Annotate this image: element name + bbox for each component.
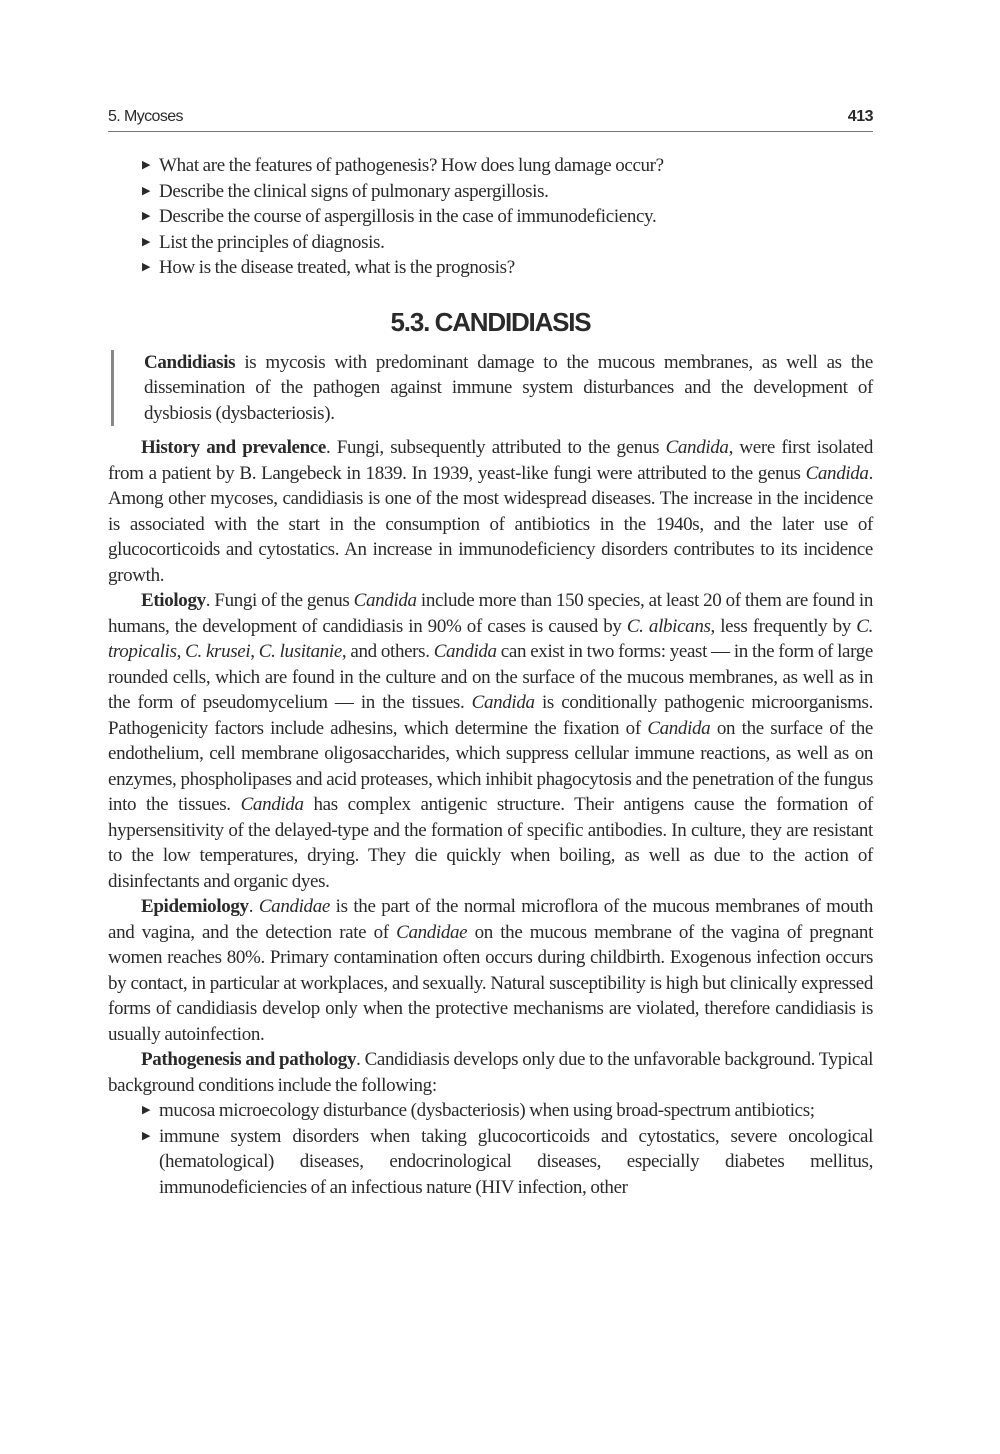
background-conditions-list (108, 1098, 873, 1200)
italic-term: C. lusitanie (258, 641, 342, 662)
run-in-heading: Epidemiology (141, 896, 249, 917)
list-item (108, 204, 873, 230)
run-in-heading: Pathogenesis and pathology (141, 1049, 357, 1070)
text-run: on the mucous membrane of the vagina of pregnant women reaches 80%. Primary contamination often occurs during childbirth. Exogenous infection occurs by contact, in particular at workplaces, and sexually. Natural susceptibility is high but clinically expressed forms of candidiasis develop only when the protective mechanisms are violated, therefore candidiasis is usually autoinfection. (108, 921, 873, 1045)
italic-term: C. tropicalis (108, 615, 873, 662)
italic-term: Candida (353, 590, 417, 611)
text-run: is mycosis with predominant damage to the mucous membranes, as well as the dissemination of the pathogen against immune system disturbances and the development of dysbiosis (dysbacteriosis). (144, 351, 873, 424)
bullet-triangle-icon: ▶ (142, 1104, 151, 1116)
list-item (108, 255, 873, 281)
list-item (108, 1124, 873, 1201)
text-run: is conditionally pathogenic microorganisms. Pathogenicity factors include adhesins, which determine the fixation of (108, 692, 873, 739)
italic-term: C. albicans (626, 615, 711, 637)
text-run: . Fungi, subsequently attributed to the genus (325, 437, 666, 458)
paragraph-etiology (108, 588, 873, 894)
running-header (108, 106, 873, 132)
italic-term: Candida (665, 437, 729, 458)
list-item (108, 153, 873, 179)
run-in-heading: Etiology (141, 590, 206, 611)
question-text: How is the disease treated, what is the prognosis? (159, 257, 515, 278)
italic-term: Candida (471, 692, 535, 713)
text-run: , and others. (341, 641, 434, 662)
condition-text: immune system disorders when taking glucocorticoids and cytostatics, severe oncological (hematological) diseases, endocrinological diseases, especially diabetes mellitus, immunodeficiencies of an infectious nature (HIV infection, other (159, 1125, 873, 1198)
list-item (108, 179, 873, 205)
text-run: , were first isolated from a patient by B. Langebeck in 1839. In 1939, yeast-like fungi were attributed to the genus (108, 437, 873, 484)
paragraph-history (108, 435, 873, 588)
text-run: on the surface of the endothelium, cell membrane oligosaccharides, which suppress cellular immune reactions, as well as on enzymes, phospholipases and acid proteases, which inhibit phagocytosis and the penetration of the fungus into the tissues. (108, 717, 873, 815)
text-run: . Candidiasis develops only due to the unfavorable background. Typical background conditions include the following: (108, 1049, 873, 1096)
italic-term: Candida (805, 462, 869, 484)
bullet-triangle-icon: ▶ (142, 1129, 151, 1142)
text-run: is the part of the normal microflora of the mucous membranes of mouth and vagina, and the detection rate of (108, 896, 873, 943)
text-run: , (250, 641, 259, 662)
bullet-triangle-icon: ▶ (142, 235, 151, 248)
paragraph-pathogenesis (108, 1047, 873, 1098)
italic-term: Candida (240, 794, 304, 815)
text-run: , (176, 641, 186, 662)
italic-term: Candida (647, 717, 711, 739)
bullet-triangle-icon: ▶ (142, 210, 151, 222)
paragraph-epidemiology (108, 894, 873, 1047)
list-item (108, 1098, 873, 1124)
list-item (108, 230, 873, 256)
text-run: has complex antigenic structure. Their antigens cause the formation of hypersensitivity of the delayed-type and the formation of specific antibodies. In culture, they are resistant to the low temperatures, drying. They die quickly when boiling, as well as due to the action of disinfectants and organic dyes. (108, 794, 873, 892)
italic-term: C. krusei (185, 641, 251, 662)
question-text: Describe the clinical signs of pulmonary aspergillosis. (159, 180, 549, 202)
bullet-triangle-icon: ▶ (142, 184, 151, 197)
page-body (108, 153, 873, 1200)
question-text: What are the features of pathogenesis? How does lung damage occur? (159, 155, 664, 176)
italic-term: Candida (433, 641, 497, 662)
text-run: include more than 150 species, at least 20 of them are found in humans, the development of candidiasis in 90% of cases is caused by (108, 590, 873, 637)
chapter-title: 5. Mycoses (108, 108, 183, 125)
text-run: , less frequently by (710, 615, 857, 637)
condition-text: mucosa microecology disturbance (dysbacteriosis) when using broad-spectrum antibiotics; (159, 1100, 815, 1121)
italic-term: Candidae (258, 896, 330, 917)
text-run: can exist in two forms: yeast — in the form of large rounded cells, which are found in the culture and on the surface of the mucous membranes, as well as in the form of pseudomycelium — in the tissues. (108, 641, 873, 713)
section-title: 5.3. CANDIDIASIS (390, 306, 591, 337)
bullet-triangle-icon: ▶ (142, 261, 151, 273)
run-in-heading: Candidiasis (144, 351, 236, 373)
italic-term: Candidae (396, 921, 468, 943)
bullet-triangle-icon: ▶ (142, 159, 151, 171)
question-text: List the principles of diagnosis. (159, 231, 385, 253)
review-questions (108, 153, 873, 281)
run-in-heading: History and prevalence (141, 437, 326, 458)
text-run: . (248, 896, 259, 917)
definition-callout (111, 350, 873, 427)
text-run: . Fungi of the genus (205, 590, 354, 611)
text-run: . Among other mycoses, candidiasis is one of the most widespread diseases. The increase in the incidence is associated with the start in the consumption of antibiotics in the 1940s, and the later use of glucocorticoids and cytostatics. An increase in immunodeficiency disorders contributes to its incidence growth. (108, 462, 873, 586)
page-number: 413 (847, 108, 873, 125)
question-text: Describe the course of aspergillosis in the case of immunodeficiency. (159, 206, 657, 227)
